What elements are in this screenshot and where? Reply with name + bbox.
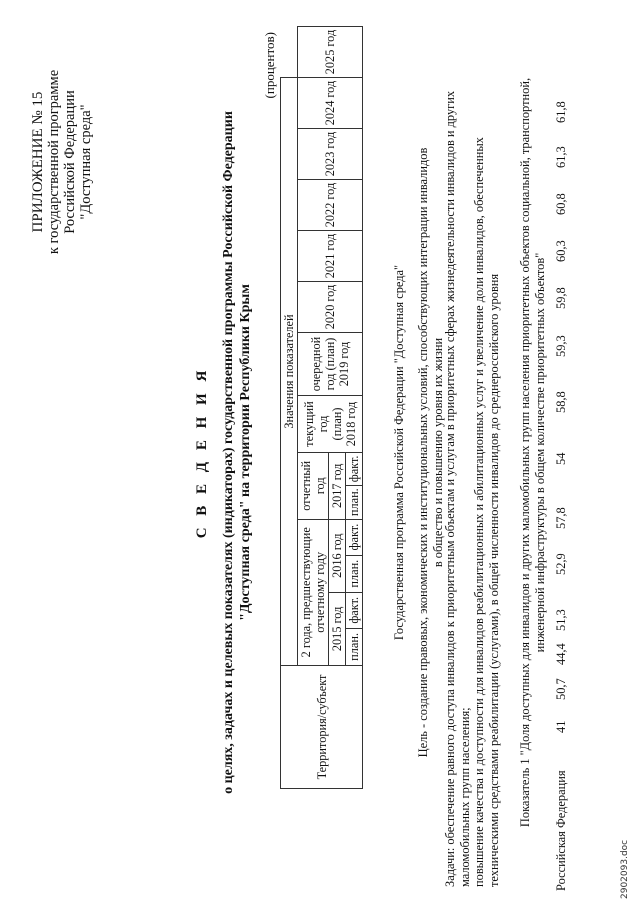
program-title: Государственная программа Российской Федерации "Доступная среда" [392,264,406,641]
document-title: С В Е Д Е Н И Я [194,366,210,539]
header-2025: 2025 год [298,27,363,78]
appendix-line-4: "Доступная среда" [78,104,94,220]
units-label: (процентов) [262,32,277,99]
indicators-table [280,26,363,789]
goal-line-1: Цель - создание правовых, экономических и институциональных условий, способствующих интеграции инвалидов [416,147,430,758]
tasks-line-4: техническими средствами реабилитации (услугами), в общей численности инвалидов до среднероссийского уровня [486,273,501,887]
header-2017: 2017 год [329,453,346,520]
goal-text [416,0,445,905]
appendix-line-2: к государственной программе [46,69,62,255]
subtitle-line-1: о целях, задачах и целевых показателях (индикаторах) государственной программы Российской Федерации [221,111,236,794]
row-value: 60,8 [554,193,568,215]
row-value: 61,8 [554,101,568,123]
indicator-1-title [518,0,547,905]
header-2017-fact: факт. [346,453,363,486]
row-value: 41 [554,720,568,733]
header-2022: 2022 год [298,180,363,231]
tasks-text [443,17,501,887]
goal-line-2: в общество и повышению уровня их жизни [430,337,445,568]
header-2015: 2015 год [329,592,346,665]
indicator-1-line-2: инженерной инфраструктуры в общем количестве приоритетных объектов" [532,252,547,653]
row-value: 44,4 [554,643,568,665]
row-value: 52,9 [554,553,568,575]
header-values: Значения показателей [281,78,298,666]
header-two-years: 2 года, предшествующие отчетному году [298,519,329,665]
header-2015-plan: план. [346,628,363,665]
row-value: 50,7 [554,678,568,700]
header-2024: 2024 год [298,78,363,129]
row-value: 57,8 [554,507,568,529]
document-file-number: 2902093.doc [620,839,630,899]
row-value: 61,3 [554,146,568,168]
russian-federation-row [554,0,570,905]
header-2020: 2020 год [298,282,363,333]
header-2015-fact: факт. [346,592,363,628]
header-2017-plan: план. [346,485,363,519]
tasks-line-1: Задачи: обеспечение равного доступа инвалидов к приоритетным объектам и услугам в приоритетных сферах жизнедеятельности инвалидов и других [443,90,457,887]
appendix-line-3: Российской Федерации [62,90,78,234]
header-2016: 2016 год [329,519,346,592]
header-next-year: очередной год (план) 2019 год [298,333,363,396]
appendix-number: ПРИЛОЖЕНИЕ № 15 [30,91,46,233]
header-report-year: отчетный год [298,453,329,520]
header-territory: Территория/субъект [281,666,363,789]
tasks-line-2: маломобильных групп населения; [457,707,472,887]
header-2023: 2023 год [298,129,363,180]
appendix-header [30,42,94,282]
document-subtitle [220,0,254,905]
header-current-year: текущий год (план) 2018 год [298,396,363,453]
row-value: 51,3 [554,609,568,631]
tasks-line-3: повышение качества и доступности для инвалидов реабилитационных и абилитационных услуг и увеличение доли инвалидов, обеспеченных [472,137,486,887]
row-value: 59,3 [554,335,568,357]
row-value: 58,8 [554,391,568,413]
row-territory-name: Российская Федерация [554,770,568,891]
header-2021: 2021 год [298,231,363,282]
row-value: 60,3 [554,240,568,262]
header-2016-fact: факт. [346,519,363,555]
row-value: 59,8 [554,287,568,309]
row-value: 54 [554,452,568,465]
header-2016-plan: план. [346,555,363,592]
indicator-1-line-1: Показатель 1 "Доля доступных для инвалидов и других маломобильных групп населения приоритетных объектов социальной, транспортной, [518,77,532,828]
subtitle-line-2: "Доступная среда" на территории Республики Крым [238,284,253,621]
